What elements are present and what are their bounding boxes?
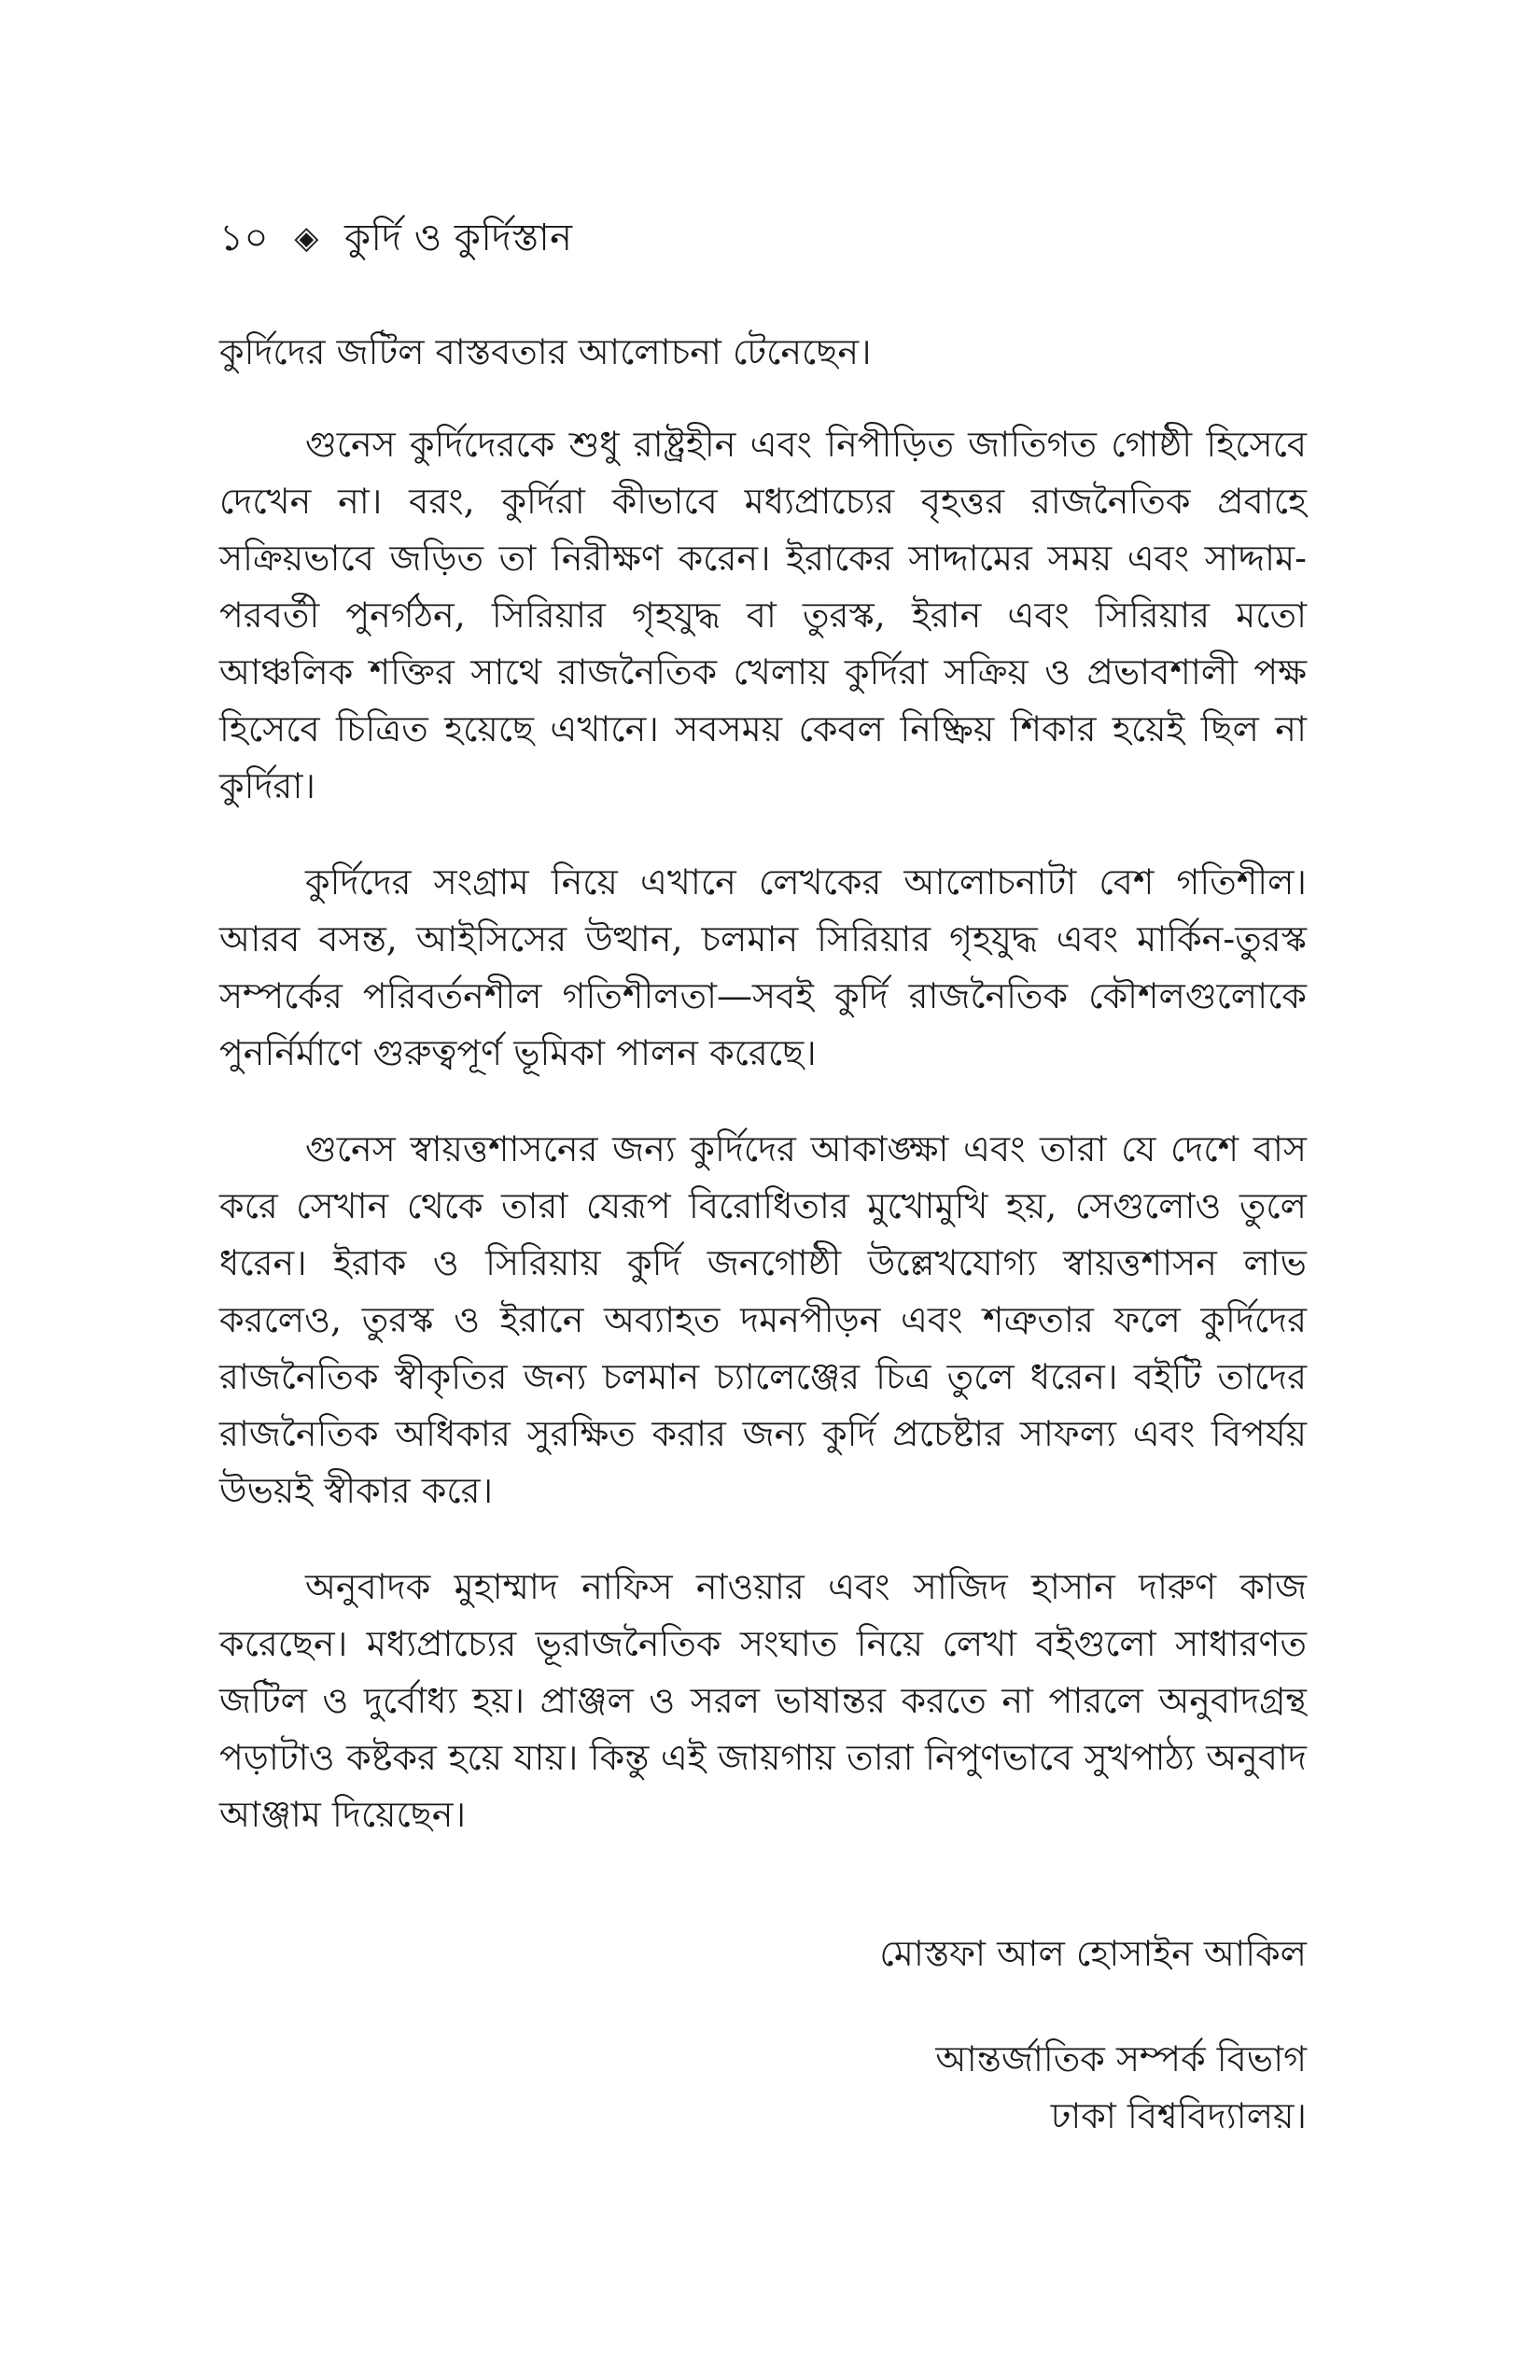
paragraph-continuation: কুর্দিদের জটিল বাস্তবতার আলোচনা টেনেছেন। bbox=[219, 331, 872, 372]
signature-block bbox=[219, 1925, 1307, 2145]
paragraph: কুর্দিদের সংগ্রাম নিয়ে এখানে লেখকের আলোচনাটা বেশ গতিশীল। আরব বসন্ত, আইসিসের উত্থান, চলমান সিরিয়ার গৃহযুদ্ধ এবং মার্কিন-তুরস্ক সম্পর্কের পরিবর্তনশীল গতিশীলতা—সবই কুর্দি রাজনৈতিক কৌশলগুলোকে পুনর্নির্মাণে গুরুত্বপূর্ণ ভূমিকা পালন করেছে। bbox=[219, 861, 1307, 1073]
author-institution: ঢাকা বিশ্ববিদ্যালয়। bbox=[1050, 2095, 1307, 2136]
paragraph: গুনেস কুর্দিদেরকে শুধু রাষ্ট্রহীন এবং নিপীড়িত জাতিগত গোষ্ঠী হিসেবে দেখেন না। বরং, কুর্দিরা কীভাবে মধ্যপ্রাচ্যের বৃহত্তর রাজনৈতিক প্রবাহে সক্রিয়ভাবে জড়িত তা নিরীক্ষণ করেন। ইরাকের সাদ্দামের সময় এবং সাদ্দাম-পরবর্তী পুনর্গঠন, সিরিয়ার গৃহযুদ্ধ বা তুরস্ক, ইরান এবং সিরিয়ার মতো আঞ্চলিক শক্তির সাথে রাজনৈতিক খেলায় কুর্দিরা সক্রিয় ও প্রভাবশালী পক্ষ হিসেবে চিত্রিত হয়েছে এখানে। সবসময় কেবল নিষ্ক্রিয় শিকার হয়েই ছিল না কুর্দিরা। bbox=[219, 424, 1307, 806]
book-title: কুর্দি ও কুর্দিস্তান bbox=[344, 217, 573, 259]
paragraph: অনুবাদক মুহাম্মাদ নাফিস নাওয়ার এবং সাজিদ হাসান দারুণ কাজ করেছেন। মধ্যপ্রাচ্যের ভূরাজনৈতিক সংঘাত নিয়ে লেখা বইগুলো সাধারণত জটিল ও দুর্বোধ্য হয়। প্রাঞ্জল ও সরল ভাষান্তর করতে না পারলে অনুবাদগ্রন্থ পড়াটাও কষ্টকর হয়ে যায়। কিন্তু এই জায়গায় তারা নিপুণভাবে সুখপাঠ্য অনুবাদ আঞ্জাম দিয়েছেন। bbox=[219, 1566, 1307, 1835]
book-page bbox=[219, 210, 1307, 2145]
page-number: ১০ bbox=[219, 217, 269, 259]
running-header bbox=[219, 210, 1307, 266]
author-name: মোস্তফা আল হোসাইন আকিল bbox=[879, 1933, 1307, 1974]
diamond-ornament-icon: ◈ bbox=[294, 219, 319, 257]
paragraph: গুনেস স্বায়ত্তশাসনের জন্য কুর্দিদের আকাঙ্ক্ষা এবং তারা যে দেশে বাস করে সেখান থেকে তারা যেরূপ বিরোধিতার মুখোমুখি হয়, সেগুলোও তুলে ধরেন। ইরাক ও সিরিয়ায় কুর্দি জনগোষ্ঠী উল্লেখযোগ্য স্বায়ত্তশাসন লাভ করলেও, তুরস্ক ও ইরানে অব্যাহত দমনপীড়ন এবং শত্রুতার ফলে কুর্দিদের রাজনৈতিক স্বীকৃতির জন্য চলমান চ্যালেঞ্জের চিত্র তুলে ধরেন। বইটি তাদের রাজনৈতিক অধিকার সুরক্ষিত করার জন্য কুর্দি প্রচেষ্টার সাফল্য এবং বিপর্যয় উভয়ই স্বীকার করে। bbox=[219, 1128, 1307, 1511]
author-department: আন্তর্জাতিক সম্পর্ক বিভাগ bbox=[935, 2038, 1307, 2079]
